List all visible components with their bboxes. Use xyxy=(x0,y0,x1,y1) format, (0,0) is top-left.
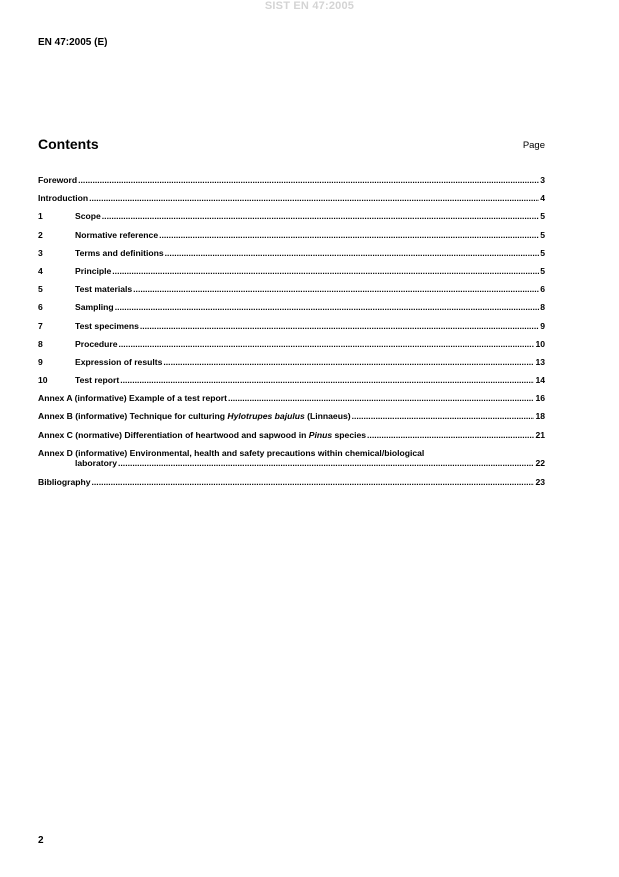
toc-entry-number: 1 xyxy=(38,211,43,222)
dot-leader xyxy=(159,230,539,240)
toc-entry-number: 3 xyxy=(38,247,43,258)
toc-entry-title-line1: Annex D (informative) Environmental, health and safety precautions within chemical/biological xyxy=(38,447,425,458)
toc-entry-1[interactable] xyxy=(38,211,545,229)
toc-entry-number: 10 xyxy=(38,375,48,386)
toc-entry-title: Normative reference xyxy=(75,229,159,240)
toc-entry-page: 5 xyxy=(540,211,545,222)
toc-entry-title: Test materials xyxy=(75,284,133,295)
toc-entry-page: 5 xyxy=(540,229,545,240)
toc-entry-annex-c[interactable] xyxy=(38,430,545,448)
toc-entry-page: 22 xyxy=(535,457,545,468)
toc-entry-title: Annex A (informative) Example of a test report xyxy=(38,393,227,404)
toc-entry-number: 8 xyxy=(38,338,43,349)
toc-entry-page: 6 xyxy=(540,284,545,295)
toc-entry-page: 21 xyxy=(535,429,545,440)
toc-entry-title: Expression of results xyxy=(75,356,163,367)
dot-leader xyxy=(163,357,534,367)
toc-entry-number: 4 xyxy=(38,265,43,276)
toc-entry-page: 8 xyxy=(540,302,545,313)
toc-entry-title: Terms and definitions xyxy=(75,247,164,258)
dot-leader xyxy=(102,211,539,221)
toc-entry-annex-b[interactable] xyxy=(38,411,545,429)
dot-leader xyxy=(112,266,539,276)
dot-leader xyxy=(228,393,534,403)
dot-leader xyxy=(140,321,539,331)
toc-entry-title xyxy=(38,430,366,440)
page-column-label: Page xyxy=(522,140,545,151)
page-number: 2 xyxy=(38,835,44,846)
toc-title-genus: Pinus xyxy=(308,429,333,440)
toc-title-prefix: Annex C (normative) Differentiation of heartwood and sapwood in xyxy=(38,429,309,440)
toc-entry-page: 4 xyxy=(540,193,545,204)
toc-entry-foreword[interactable] xyxy=(38,175,545,193)
toc-entry-title: Test report xyxy=(75,375,120,386)
toc-title-prefix: Annex B (informative) Technique for culturing xyxy=(38,411,228,422)
toc-entry-title: Test specimens xyxy=(75,320,139,331)
watermark: SIST EN 47:2005 xyxy=(264,0,355,12)
dot-leader xyxy=(92,477,535,487)
toc-entry-page: 18 xyxy=(535,411,545,422)
dot-leader xyxy=(118,458,534,468)
toc-entry-page: 10 xyxy=(535,338,545,349)
toc-entry-number: 6 xyxy=(38,302,43,313)
toc-entry-8[interactable] xyxy=(38,339,545,357)
toc-entry-title: Principle xyxy=(75,265,112,276)
dot-leader xyxy=(119,339,535,349)
toc-entry-page: 16 xyxy=(535,393,545,404)
toc-entry-title: Scope xyxy=(75,211,101,222)
toc-entry-page: 3 xyxy=(540,175,545,185)
toc-title-species: Hylotrupes bajulus xyxy=(227,411,305,422)
toc-entry-number: 7 xyxy=(38,320,43,331)
toc-entry-10[interactable] xyxy=(38,375,545,393)
toc-entry-title-line2: laboratory xyxy=(75,457,118,468)
toc-entry-title: Foreword xyxy=(38,175,78,185)
table-of-contents xyxy=(38,175,545,495)
toc-entry-9[interactable] xyxy=(38,357,545,375)
toc-entry-title: Introduction xyxy=(38,193,89,204)
toc-entry-4[interactable] xyxy=(38,266,545,284)
dot-leader xyxy=(78,175,539,185)
toc-entry-number: 5 xyxy=(38,284,43,295)
toc-entry-introduction[interactable] xyxy=(38,193,545,211)
page-title: Contents xyxy=(38,136,99,152)
toc-entry-bibliography[interactable] xyxy=(38,477,545,495)
dot-leader xyxy=(165,248,540,258)
toc-entry-page: 23 xyxy=(535,476,545,487)
toc-entry-page: 5 xyxy=(540,265,545,276)
toc-entry-5[interactable] xyxy=(38,284,545,302)
toc-entry-title: Procedure xyxy=(75,338,118,349)
dot-leader xyxy=(89,193,539,203)
toc-title-suffix: (Linnaeus) xyxy=(304,411,351,422)
toc-entry-page: 9 xyxy=(540,320,545,331)
toc-entry-title xyxy=(38,411,351,421)
toc-entry-number: 9 xyxy=(38,356,43,367)
dot-leader xyxy=(120,375,534,385)
toc-entry-page: 13 xyxy=(535,356,545,367)
toc-entry-6[interactable] xyxy=(38,302,545,320)
toc-entry-title: Bibliography xyxy=(38,476,91,487)
toc-entry-page: 14 xyxy=(535,375,545,386)
toc-entry-annex-a[interactable] xyxy=(38,393,545,411)
toc-entry-7[interactable] xyxy=(38,321,545,339)
toc-title-suffix: species xyxy=(332,429,367,440)
document-id: EN 47:2005 (E) xyxy=(38,37,108,48)
dot-leader xyxy=(367,430,534,440)
toc-entry-number: 2 xyxy=(38,229,43,240)
toc-entry-3[interactable] xyxy=(38,248,545,266)
toc-entry-title: Sampling xyxy=(75,302,114,313)
toc-entry-page: 5 xyxy=(540,247,545,258)
dot-leader xyxy=(115,302,540,312)
toc-entry-annex-d[interactable] xyxy=(38,448,545,477)
dot-leader xyxy=(133,284,539,294)
toc-entry-2[interactable] xyxy=(38,230,545,248)
dot-leader xyxy=(352,411,535,421)
